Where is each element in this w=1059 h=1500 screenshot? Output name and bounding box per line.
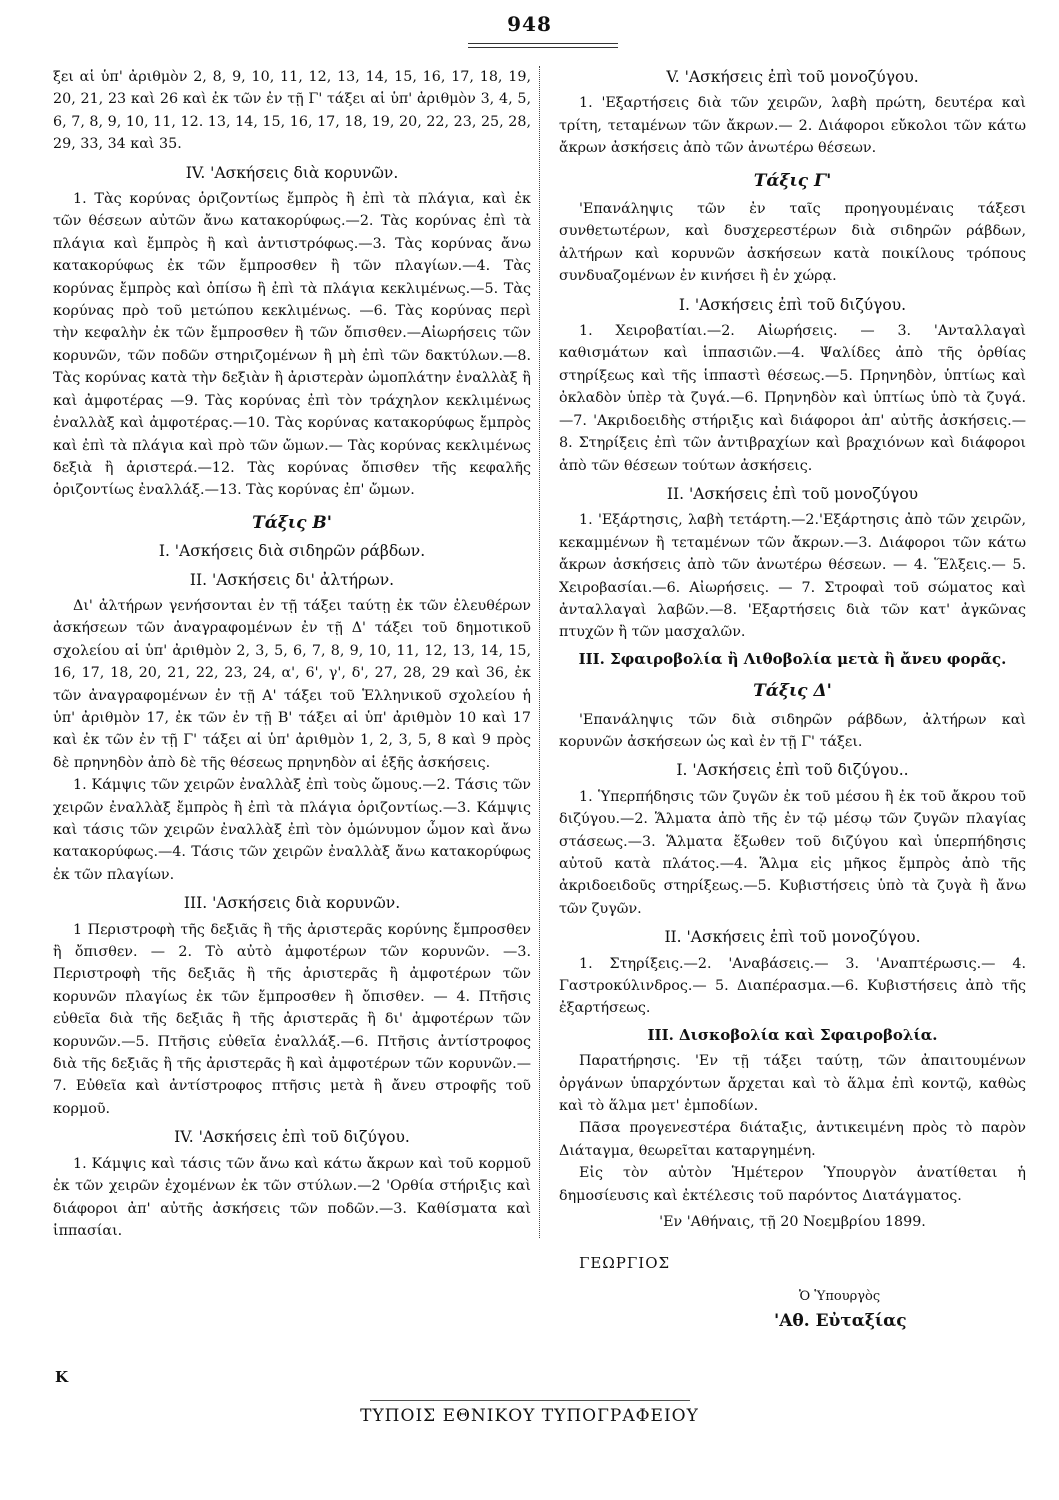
paragraph: Εἰς τὸν αὐτὸν Ἡμέτερον Ὑπουργὸν ἀνατίθεται ἡ δημοσίευσις καὶ ἐκτέλεσις τοῦ παρόντος Διατάγματος. — [559, 1165, 1026, 1204]
paragraph: 1. Χειροβατίαι.—2. Αἰωρήσεις. — 3. 'Ανταλλαγαὶ καθισμάτων καὶ ἱππασιῶν.—4. Ψαλίδες ἀπὸ τῆς ὀρθίας στηρίξεως καὶ τῆς ἱππαστὶ θέσεως.—5. Πρηνηδὸν, ὑπτίως καὶ ὀκλαδὸν ὑπὲρ τὰ ζυγά.—6. Πρηνηδὸν καὶ ὑπτίως ὑπὸ τὰ ζυγά.—7. 'Ακριδοειδὴς στήριξις καὶ διάφοροι ἀπ' αὐτῆς ἀσκήσεις.—8. Στηρίξεις ἐπὶ τῶν ἀντιβραχίων καὶ βραχιόνων καὶ διάφοροι ἀπὸ τῶν θέσεων τούτων ἀσκήσεις. — [559, 323, 1026, 474]
class-heading: Τάξις Γ' — [753, 170, 832, 191]
paragraph: 1. Στηρίξεις.—2. 'Αναβάσεις.— 3. 'Αναπτέρωσις.— 4. Γαστροκύλινδρος.— 5. Διαπέρασμα.—6. Κυβιστήσεις ἀπὸ τῆς ἐξαρτήσεως. — [559, 955, 1026, 1017]
section-heading: I. 'Ασκήσεις διὰ σιδηρῶν ράβδων. — [158, 542, 426, 561]
paragraph: 1. Κάμψις καὶ τάσις τῶν ἄνω καὶ κάτω ἄκρων καὶ τοῦ κορμοῦ ἐκ τῶν χειρῶν ἐχομένων ἐκ τῶν στύλων.—2 'Ορθία στήριξις καὶ διάφοροι ἀπ' αὐτῆς ἀσκήσεις τῶν ποδῶν.—3. Καθίσματα καὶ ἱππασίαι. — [53, 1155, 531, 1239]
section-heading: V. 'Ασκήσεις ἐπὶ τοῦ μονοζύγου. — [666, 68, 919, 86]
paragraph: 1 Περιστροφὴ τῆς δεξιᾶς ἢ τῆς ἀριστερᾶς κορύνης ἔμπροσθεν ἢ ὄπισθεν. — 2. Τὸ αὐτὸ ἀμφοτέρων τῶν κορυνῶν. —3. Περιστροφὴ τῆς δεξιᾶς ἢ τῆς ἀριστερᾶς ἢ ἀμφοτέρων τῶν κορυνῶν πλαγίως ἐκ τῶν ἔμπροσθεν ἢ ὄπισθεν. — 4. Πτῆσις εὐθεῖα διὰ τῆς δεξιᾶς ἢ τῆς ἀριστερᾶς ἢ δι' ἀμφοτέρων τῶν κορυνῶν.—5. Πτῆσις εὐθεῖα ἐναλλάξ.—6. Πτῆσις ἀντίστροφος διὰ τῆς δεξιᾶς ἢ τῆς ἀριστερᾶς ἢ καὶ ἀμφοτέρων τῶν κορυνῶν.—7. Εὐθεῖα καὶ ἀντίστροφος πτῆσις μετὰ ἢ ἄνευ στροφῆς τοῦ κορμοῦ. — [53, 921, 531, 1117]
section-heading: IV. 'Ασκήσεις διὰ κορυνῶν. — [185, 163, 399, 182]
section-heading: IV. 'Ασκήσεις ἐπὶ τοῦ διζύγου. — [174, 1128, 410, 1147]
class-heading: Τάξις Δ' — [753, 681, 832, 702]
page-number: 948 — [507, 12, 552, 36]
paragraph: 1. Κάμψις τῶν χειρῶν ἐναλλὰξ ἐπὶ τοὺς ὤμους.—2. Τάσις τῶν χειρῶν ἐναλλὰξ ἔμπρὸς ἢ ἐπὶ τὰ πλάγια ὁριζοντίως.—3. Κάμψις καὶ τάσις τῶν χειρῶν ἐναλλὰξ ἐπὶ τὸν ὁμώνυμον ὦμον καὶ ἄνω κατακορύφως.—4. Τάσις τῶν χειρῶν ἐναλλὰξ ἄνω κατακορύφως ἐκ τῶν πλαγίων. — [53, 777, 531, 883]
column-divider — [539, 66, 540, 1238]
section-heading: II. 'Ασκήσεις ἐπὶ τοῦ μονοζύγου — [666, 484, 919, 503]
paragraph: 1. Τὰς κορύνας ὁριζοντίως ἔμπρὸς ἢ ἐπὶ τὰ πλάγια, καὶ ἐκ τῶν θέσεων αὐτῶν ἄνω κατακορύφως.—2. Τὰς κορύνας ἐπὶ τὰ πλάγια καὶ ἔμπρὸς ἢ καὶ ἀντιστρόφως.—3. Τὰς κορύνας ἄνω κατακορύφως ἐκ τῶν ἔμπροσθεν ἢ τῶν πλαγίων.—4. Τὰς κορύνας ἔμπρὸς καὶ ὀπίσω ἢ ἐπὶ τὰ πλάγια κεκλιμένως.—5. Τὰς κορύνας πρὸ τοῦ μετώπου κεκλιμένως. —6. Τὰς κορύνας περὶ τὴν κεφαλὴν ἐκ τῶν ἔμπροσθεν ἢ τῶν ὄπισθεν.—Αἰωρήσεις τῶν κορυνῶν, τῶν ποδῶν στηριζομένων ἢ μὴ ἐπὶ τῶν δακτύλων.—8. Τὰς κορύνας κατὰ τὴν δεξιὰν ἢ ἀριστερὰν ὠμοπλάτην ἐναλλὰξ ἢ καὶ ἀμφοτέρας —9. Τὰς κορύνας ἐπὶ τὸν τράχηλον κεκλιμένως ἐναλλὰξ καὶ ἀμφοτέρας.—10. Τὰς κορύνας κατακορύφως ἔμπρὸς καὶ ἐπὶ τὰ πλάγια καὶ πρὸ τῶν ὤμων.— Τὰς κορύνας κεκλιμένως δεξιὰ ἢ ἀριστερά.—12. Τὰς κορύνας ὄπισθεν τῆς κεφαλῆς ὁριζοντίως ἐναλλάξ.—13. Τὰς κορύνας ἐπ' ὤμων. — [53, 191, 531, 499]
section-heading: I. 'Ασκήσεις ἐπὶ τοῦ διζύγου. — [678, 295, 907, 314]
minister-name: 'Αθ. Εὐταξίας — [774, 1311, 907, 1332]
header-rule — [468, 43, 618, 48]
paragraph: Δι' ἀλτήρων γενήσονται ἐν τῇ τάξει ταύτῃ ἐκ τῶν ἐλευθέρων ἀσκήσεων τῶν ἀναγραφομένων ἐν τῇ Δ' τάξει τοῦ δημοτικοῦ σχολείου αἱ ὑπ' ἀριθμὸν 2, 3, 5, 6, 7, 8, 9, 10, 11, 12, 13, 14, 15, 16, 17, 18, 20, 21, 22, 23, 24, α', 6', γ', δ', 27, 28, 29 καὶ 36, ἐκ τῶν ἀναγραφομένων ἐν τῇ Α' τάξει τοῦ Ἑλληνικοῦ σχολείου ἡ ὑπ' ἀριθμὸν 17, ἐκ τῶν ἐν τῇ Β' τάξει αἱ ὑπ' ἀριθμὸν 10 καὶ 17 καὶ ἐκ τῶν ἐν τῇ Γ' τάξει αἱ ὑπ' ἀριθμὸν 1, 2, 3, 5, 8 καὶ 9 πρὸς δὲ πρηνηδὸν ἀπὸ δὲ τῆς θέσεως πρηνηδὸν αἱ ἑξῆς ἀσκήσεις. — [53, 597, 531, 771]
paragraph: 1. 'Εξαρτήσεις διὰ τῶν χειρῶν, λαβὴ πρώτη, δευτέρα καὶ τρίτη, τεταμένων τῶν ἄκρων.— 2. Διάφοροι εὔκολοι τῶν κάτω ἄκρων ἀσκήσεις ἀπὸ τῶν ἀνωτέρω θέσεων. — [559, 95, 1026, 157]
section-heading: III. Σφαιροβολία ἢ Λιθοβολία μετὰ ἢ ἄνευ φορᾶς. — [578, 649, 1007, 668]
left-column — [53, 66, 531, 1242]
footer-rule — [370, 1400, 690, 1401]
paragraph: Παρατήρησις. 'Εν τῇ τάξει ταύτῃ, τῶν ἀπαιτουμένων ὀργάνων ὑπαρχόντων ἄρχεται καὶ τὸ ἅλμα ἐπὶ κοντῷ, καθὼς καὶ τὸ ἅλμα μετ' ἐμποδίων. — [559, 1053, 1026, 1115]
section-heading: III. 'Ασκήσεις διὰ κορυνῶν. — [183, 894, 401, 913]
king-signature: ΓΕΩΡΓΙΟΣ — [579, 1253, 671, 1272]
paragraph: ξει αἱ ὑπ' ἀριθμὸν 2, 8, 9, 10, 11, 12, 13, 14, 15, 16, 17, 18, 19, 20, 21, 23 καὶ 26 καὶ ἐκ τῶν ἐν τῇ Γ' τάξει αἱ ὑπ' ἀριθμὸν 3, 4, 5, 6, 7, 8, 9, 10, 11, 12. 13, 14, 15, 16, 17, 18, 19, 20, 22, 23, 25, 28, 29, 33, 34 καὶ 35. — [53, 69, 531, 153]
sheet-letter: Κ — [55, 1368, 69, 1386]
paragraph: 'Επανάληψις τῶν διὰ σιδηρῶν ράβδων, ἀλτήρων καὶ κορυνῶν ἀσκήσεων ὡς καὶ ἐν τῇ Γ' τάξει. — [559, 711, 1026, 750]
printer-imprint: ΤΥΠΟΙΣ ΕΘΝΙΚΟΥ ΤΥΠΟΓΡΑΦΕΙΟΥ — [360, 1406, 699, 1426]
paragraph: 'Επανάληψις τῶν ἐν ταῖς προηγουμέναις τάξεσι συνθετωτέρων, καὶ δυσχερεστέρων διὰ σιδηρῶν ράβδων, ἀλτήρων καὶ κορυνῶν ἀσκήσεων κατὰ ποικίλους τρόπους συνδυαζομένων ἐν κινήσει ἢ ἐν χώρᾳ. — [559, 201, 1026, 285]
section-heading: II. 'Ασκήσεις δι' ἀλτήρων. — [189, 570, 395, 589]
section-heading: III. Δισκοβολία καὶ Σφαιροβολία. — [647, 1025, 938, 1044]
section-heading: II. 'Ασκήσεις ἐπὶ τοῦ μονοζύγου. — [664, 928, 921, 947]
minister-title: Ὁ Ὑπουργὸς — [799, 1288, 881, 1304]
paragraph: Πᾶσα προγενεστέρα διάταξις, ἀντικειμένη πρὸς τὸ παρὸν Διάταγμα, θεωρεῖται καταργημένη. — [559, 1120, 1026, 1159]
section-heading: I. 'Ασκήσεις ἐπὶ τοῦ διζύγου.. — [676, 761, 909, 780]
paragraph: 1. 'Εξάρτησις, λαβὴ τετάρτη.—2.'Εξάρτησις ἀπὸ τῶν χειρῶν, κεκαμμένων ἢ τεταμένων τῶν ἄκρων.—3. Διάφοροι τῶν κάτω ἄκρων ἀσκήσεις ἀπὸ τῶν ἀνωτέρω θέσεων. — 4. Ἕλξεις.— 5. Χειροβασίαι.—6. Αἰωρήσεις. — 7. Στροφαὶ τοῦ σώματος καὶ ἀνταλλαγαὶ λαβῶν.—8. 'Εξαρτήσεις διὰ τῶν κατ' ἀγκῶνας πτυχῶν ἢ τῶν μασχαλῶν. — [559, 512, 1026, 641]
paragraph: 1. Ὑπερπήδησις τῶν ζυγῶν ἐκ τοῦ μέσου ἢ ἐκ τοῦ ἄκρου τοῦ διζύγου.—2. Ἅλματα ἀπὸ τῆς ἐν τῷ μέσῳ τῶν ζυγῶν πλαγίας στάσεως.—3. Ἅλματα ἔξωθεν τοῦ διζύγου καὶ ὑπερπήδησις αὐτοῦ κατὰ πλάτος.—4. Ἅλμα εἰς μῆκος ἔμπρὸς ἀπὸ τῆς ἀκριδοειδοῦς στηρίξεως.—5. Κυβιστήσεις ὑπὸ τὰ ζυγὰ ἢ ἄνω τῶν ζυγῶν. — [559, 788, 1026, 917]
class-heading: Τάξις Β' — [252, 512, 332, 533]
date-line: 'Εν 'Αθήναις, τῇ 20 Νοεμβρίου 1899. — [659, 1214, 926, 1231]
right-column — [559, 66, 1026, 1333]
